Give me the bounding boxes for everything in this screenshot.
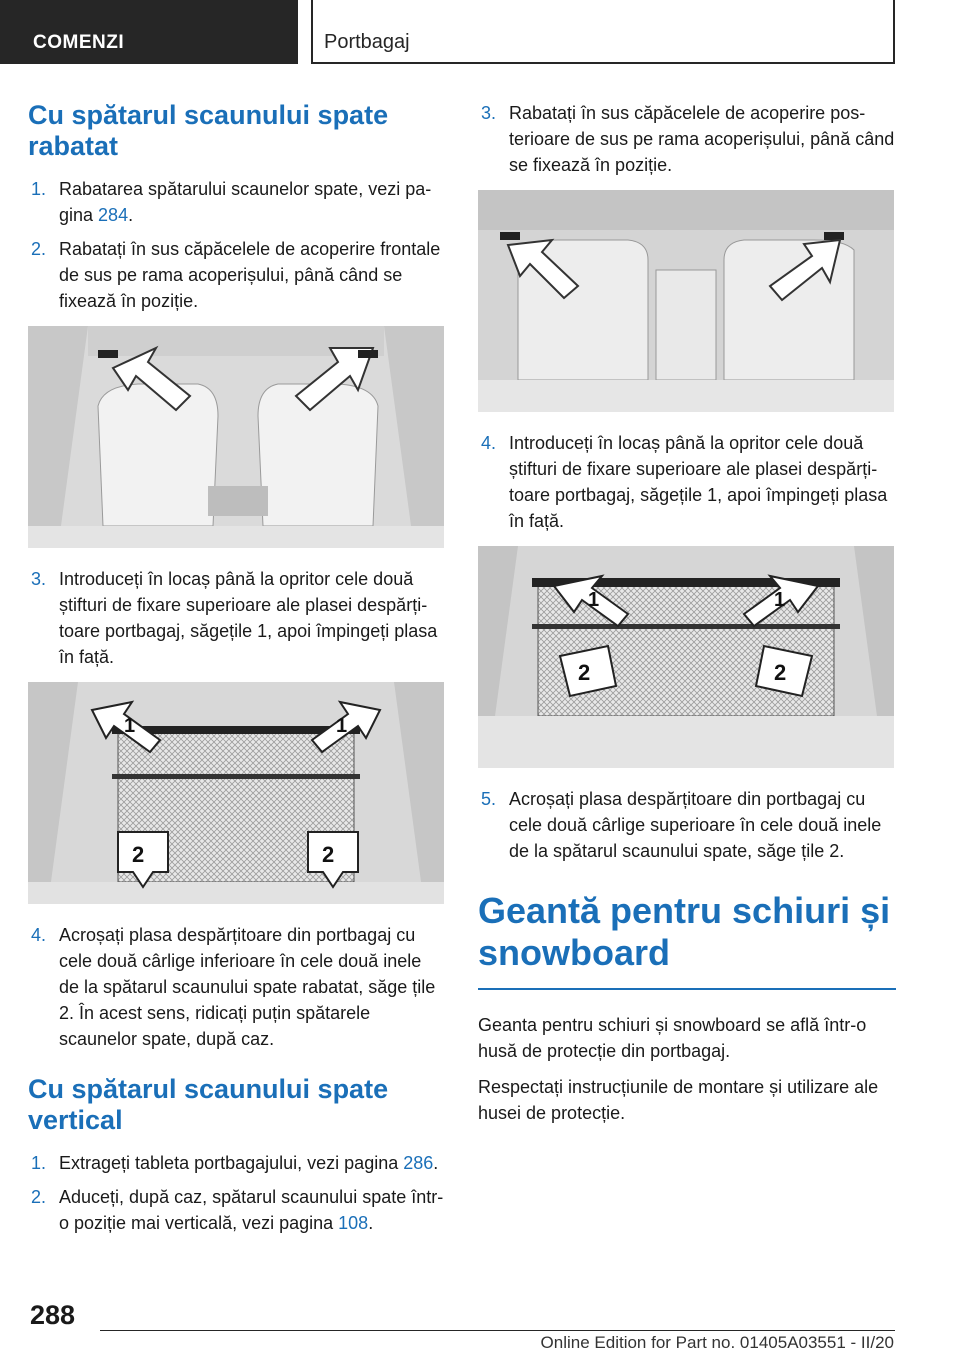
list-item [478, 100, 896, 178]
step-number: 1. [31, 179, 47, 199]
step-text: Rabatați în sus căpăcelele de acoperire frontale de sus pe rama acoperișului, până când se fixează în poziție. [59, 239, 441, 311]
figure-rear-covers [478, 190, 894, 412]
list-item [28, 1150, 446, 1176]
list-item [28, 566, 446, 670]
step-text: Extrageți tableta portbagajului, vezi pagina [59, 1153, 404, 1173]
arrow-label-2-right: 2 [322, 842, 335, 867]
step-text-end: . [128, 205, 134, 225]
step-number: 2. [31, 239, 47, 259]
footer-rule [100, 1330, 895, 1331]
arrow-label-1-left: 1 [588, 589, 600, 611]
step-text: Acroșați plasa despărțitoare din portbagaj cu cele două cârlige superioare în cele două inele de la spătarul scaunului spate, săge țile 2. [509, 789, 882, 861]
figure-front-covers [28, 326, 444, 548]
list-item [28, 1184, 446, 1236]
list-item [478, 430, 896, 534]
step-number: 4. [481, 433, 497, 453]
step-number: 3. [481, 103, 497, 123]
step-text: Acroșați plasa despărțitoare din portbagaj cu cele două cârlige inferioare în cele două inele de la spătarul scaunului spate rabatat, săge țile 2. În acest sens, ridicați puțin spătarele scaunelor spate, după caz. [59, 925, 436, 1049]
page-link[interactable]: 108 [338, 1213, 369, 1233]
left-column [28, 100, 446, 1244]
section-tab [0, 0, 298, 64]
step-number: 2. [31, 1187, 47, 1207]
list-item [28, 236, 446, 314]
heading-backrest-upright: Cu spătarul scaunului spate vertical [28, 1074, 389, 1135]
figure-net-folded [28, 682, 444, 904]
page-number: 288 [30, 1300, 76, 1330]
page-title: Portbagaj [324, 31, 410, 53]
step-number: 4. [31, 925, 47, 945]
list-item [28, 922, 446, 1052]
step-text: Rabatați în sus căpăcelele de acoperire posterioare de sus pe rama acoperișului, până când se fixează în poziție. [509, 103, 895, 175]
page-link[interactable]: 284 [98, 205, 129, 225]
arrow-label-1-right: 1 [774, 589, 786, 611]
paragraph: Geanta pentru schiuri și snowboard se află într-o husă de protecție din portbagaj. [478, 1015, 867, 1061]
arrow-label-1-left: 1 [124, 715, 136, 737]
step-text: Aduceți, după caz, spătarul scaunului spate într-o poziție mai verticală, vezi pagina [59, 1187, 444, 1233]
section-label: COMENZI [33, 32, 125, 53]
heading-rule [478, 988, 896, 990]
step-text: Introduceți în locaș până la opritor cele două știfturi de fixare superioare ale plasei despărțitoare portbagaj, săgețile 1, apoi împingeți plasa în față. [59, 569, 438, 667]
illustration-net-folded [28, 682, 444, 904]
arrow-label-2-left: 2 [578, 660, 591, 685]
paragraph: Respectați instrucțiunile de montare și utilizare ale husei de protecție. [478, 1077, 879, 1123]
arrow-label-2-right: 2 [774, 660, 787, 685]
heading-backrest-folded: Cu spătarul scaunului spate rabatat [28, 100, 389, 161]
step-text: Introduceți în locaș până la opritor cele două știfturi de fixare superioare ale plasei despărțitoare portbagaj, săgețile 1, apoi împingeți plasa în față. [509, 433, 888, 531]
step-number: 1. [31, 1153, 47, 1173]
illustration-rear-covers [478, 190, 894, 412]
heading-ski-bag: Geantă pentru schiuri și snowboard [478, 890, 891, 973]
footer-edition: Online Edition for Part no. 01405A03551 - II/20 [540, 1333, 894, 1352]
step-text-end: . [433, 1153, 439, 1173]
list-item [28, 176, 446, 228]
step-number: 3. [31, 569, 47, 589]
step-text-end: . [368, 1213, 374, 1233]
page-link[interactable]: 286 [403, 1153, 434, 1173]
step-number: 5. [481, 789, 497, 809]
arrow-label-1-right: 1 [336, 715, 348, 737]
right-column [478, 100, 896, 1136]
arrow-label-2-left: 2 [132, 842, 145, 867]
list-item [478, 786, 896, 864]
illustration-front-covers [28, 326, 444, 548]
figure-net-upright [478, 546, 894, 768]
illustration-net-upright [478, 546, 894, 768]
step-text: Rabatarea spătarului scaunelor spate, vezi pagina [59, 179, 432, 225]
